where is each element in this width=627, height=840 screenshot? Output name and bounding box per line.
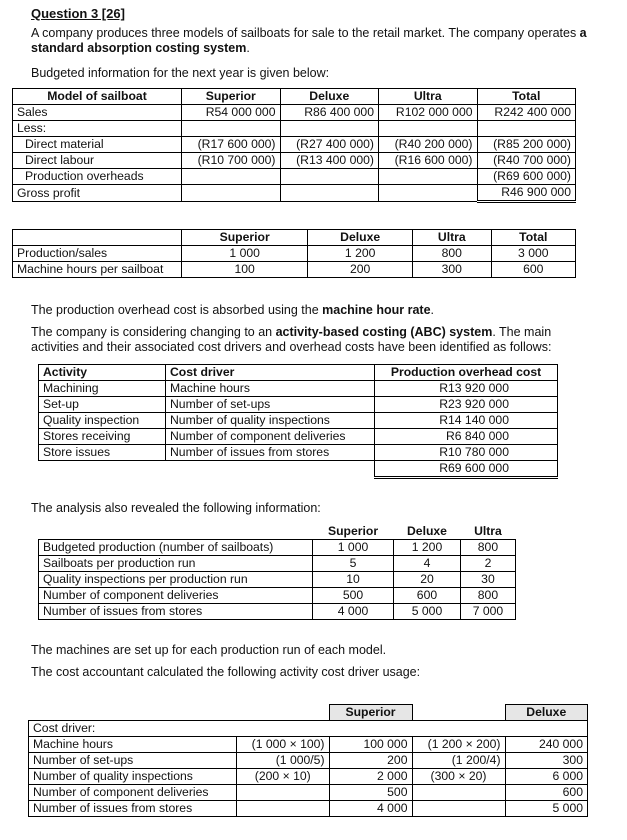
driver-usage-table [28,704,588,817]
table-cell: 200 [329,753,412,769]
table-header: Ultra [379,89,478,105]
table-header: Model of sailboat [13,89,182,105]
abc-intro: The company is considering changing to an activity-based costing (ABC) system. The main activities and their associated cost drivers and overhead costs have been identified as follows: [31,325,552,354]
table-row [39,604,516,620]
table-cell: 6 000 [505,769,588,785]
row-label: Number of component deliveries [39,588,313,604]
row-label: Gross profit [13,185,182,202]
table-cell: 600 [491,262,575,278]
table-cell: 300 [505,753,588,769]
table-cell: 800 [460,540,515,556]
table-header: Total [477,89,576,105]
table-cell: Machine hours [166,381,375,397]
table-cell [237,801,330,817]
table-cell: R14 140 000 [375,413,558,429]
table-cell [280,185,379,202]
table-cell: (300 × 20) [412,769,505,785]
table-cell: (R27 400 000) [280,137,379,153]
table-cell: (200 × 10) [237,769,330,785]
table-header: Activity [39,365,166,381]
row-label: Number of component deliveries [29,785,237,801]
setup-note: The machines are set up for each production run of each model. [31,643,387,657]
table-cell: 300 [412,262,491,278]
table-cell: 500 [329,785,412,801]
table-cell: (R85 200 000) [477,137,576,153]
table-row [39,397,558,413]
table-cell: (R10 700 000) [182,153,281,169]
table-header: Deluxe [406,524,447,538]
question-heading: Question 3 [26] [31,6,125,21]
table-row [13,121,576,137]
table-row [13,246,576,262]
table-header [13,230,182,246]
table-header: Superior [182,89,281,105]
table-cell [379,169,478,185]
analysis-table [38,524,516,620]
table-row [39,413,558,429]
table-row [13,169,576,185]
table-cell: R6 840 000 [375,429,558,445]
table-cell [329,721,412,737]
table-row [29,753,588,769]
table-header [39,524,313,540]
table-header: Ultra [474,524,502,538]
row-label: Production/sales [13,246,182,262]
table-cell: 100 [182,262,308,278]
table-cell: 3 000 [491,246,575,262]
table-header-row [13,230,576,246]
table-cell: 100 000 [329,737,412,753]
table-cell [237,721,330,737]
table-cell: 5 [313,556,394,572]
table-cell: Number of component deliveries [166,429,375,445]
table-cell: Set-up [39,397,166,413]
table-cell: (R16 600 000) [379,153,478,169]
row-label: Direct labour [13,153,182,169]
row-label: Production overheads [13,169,182,185]
table-row [39,381,558,397]
table-cell [182,121,281,137]
table-cell: (R40 700 000) [477,153,576,169]
table-cell [237,705,330,721]
table-row [13,185,576,202]
table-cell: R86 400 000 [280,105,379,121]
table-cell: Store issues [39,445,166,461]
row-label: Cost driver: [29,721,237,737]
table-header: Production overhead cost [375,365,558,381]
table-cell [505,721,588,737]
deluxe-header: Deluxe [505,705,588,721]
table-cell: 1 000 [182,246,308,262]
table-header-row [13,89,576,105]
table-cell: 10 [313,572,394,588]
table-cell: Machining [39,381,166,397]
activity-table [38,364,558,479]
table-row [13,153,576,169]
production-table [12,229,576,278]
table-row [29,737,588,753]
absorption-note: The production overhead cost is absorbed using the machine hour rate. [31,303,435,317]
table-cell [280,121,379,137]
table-row [39,429,558,445]
row-label: Number of issues from stores [29,801,237,817]
table-cell: 4 [394,556,461,572]
table-cell: R46 900 000 [477,185,576,202]
table-row [29,801,588,817]
row-label: Quality inspections per production run [39,572,313,588]
table-cell [39,461,166,478]
table-cell [412,705,505,721]
table-cell: R10 780 000 [375,445,558,461]
table-cell: 1 200 [394,540,461,556]
table-cell: R13 920 000 [375,381,558,397]
table-cell [182,185,281,202]
table-cell: 200 [308,262,413,278]
table-cell: Number of issues from stores [166,445,375,461]
table-row [29,769,588,785]
table-cell: (1 200 × 200) [412,737,505,753]
table-cell: 5 000 [505,801,588,817]
table-header-row [39,365,558,381]
table-header: Deluxe [280,89,379,105]
analysis-intro: The analysis also revealed the following information: [31,501,321,515]
table-cell [182,169,281,185]
table-header-row [29,705,588,721]
table-cell: R23 920 000 [375,397,558,413]
table-cell: 1 200 [308,246,413,262]
table-cell: 800 [460,588,515,604]
table-header: Ultra [412,230,491,246]
row-label: Number of issues from stores [39,604,313,620]
table-cell [379,185,478,202]
table-cell: 20 [394,572,461,588]
table-total-cell: R69 600 000 [375,461,558,478]
row-label: Sailboats per production run [39,556,313,572]
table-cell [412,721,505,737]
table-cell: R102 000 000 [379,105,478,121]
table-cell: 7 000 [460,604,515,620]
table-cell: (R13 400 000) [280,153,379,169]
table-row [13,262,576,278]
table-cell: 30 [460,572,515,588]
table-header-row [39,524,516,540]
table-row [13,137,576,153]
table-row [39,572,516,588]
table-cell: 240 000 [505,737,588,753]
table-cell: R242 400 000 [477,105,576,121]
table-cell: R54 000 000 [182,105,281,121]
table-header: Deluxe [308,230,413,246]
table-cell [379,121,478,137]
table-cell: 5 000 [394,604,461,620]
row-label: Machine hours [29,737,237,753]
table-cell [477,121,576,137]
table-cell: 600 [394,588,461,604]
table-cell [29,705,237,721]
table-cell: (1 200/4) [412,753,505,769]
accountant-note: The cost accountant calculated the following activity cost driver usage: [31,665,421,679]
table-cell: (R40 200 000) [379,137,478,153]
table-cell [237,785,330,801]
superior-header: Superior [329,705,412,721]
table-row [39,445,558,461]
table-row [13,105,576,121]
table-cell: Quality inspection [39,413,166,429]
table-cell: Stores receiving [39,429,166,445]
table-row [39,556,516,572]
table-header: Total [491,230,575,246]
row-label: Number of quality inspections [29,769,237,785]
table-cell: 4 000 [329,801,412,817]
row-label: Machine hours per sailboat [13,262,182,278]
table-cell: 2 000 [329,769,412,785]
table-cell: (1 000/5) [237,753,330,769]
table-cell: Number of quality inspections [166,413,375,429]
row-label: Budgeted production (number of sailboats) [39,540,313,556]
table-cell: 1 000 [313,540,394,556]
row-label: Less: [13,121,182,137]
row-label: Number of set-ups [29,753,237,769]
table-cell [166,461,375,478]
budget-table [12,88,576,203]
budget-intro: Budgeted information for the next year is given below: [31,66,330,80]
intro-paragraph: A company produces three models of sailboats for sale to the retail market. The company operates a standard absorption costing system. [31,26,587,55]
table-cell: (R69 600 000) [477,169,576,185]
table-cell [412,785,505,801]
table-cell [412,801,505,817]
table-row [39,588,516,604]
table-header: Superior [327,524,379,538]
table-cell: 500 [313,588,394,604]
row-label: Direct material [13,137,182,153]
table-cell [280,169,379,185]
table-cell: 2 [460,556,515,572]
table-row [29,785,588,801]
table-cell: (R17 600 000) [182,137,281,153]
table-cell: (1 000 × 100) [237,737,330,753]
table-total-row [39,461,558,478]
table-cell: 600 [505,785,588,801]
table-row [39,540,516,556]
table-cell: 4 000 [313,604,394,620]
row-label: Sales [13,105,182,121]
table-header: Cost driver [166,365,375,381]
table-cell: 800 [412,246,491,262]
table-row [29,721,588,737]
table-header: Superior [182,230,308,246]
table-cell: Number of set-ups [166,397,375,413]
